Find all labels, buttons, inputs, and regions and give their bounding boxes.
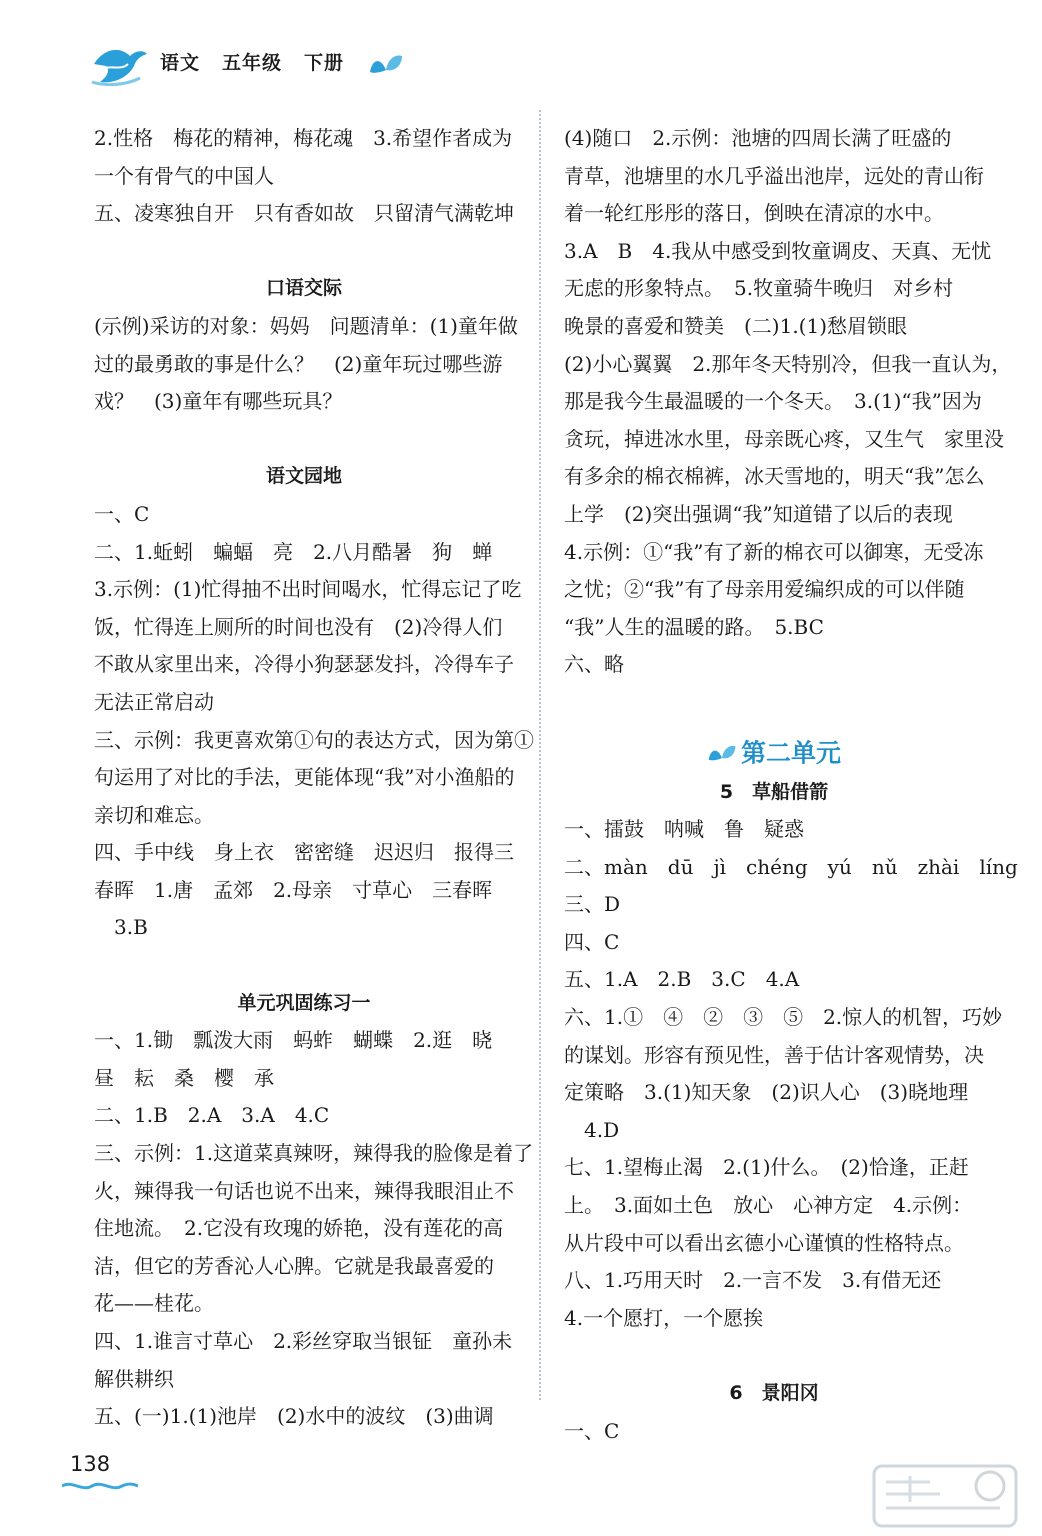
answer-line: 4.示例：①“我”有了新的棉衣可以御寒，无受冻 <box>564 539 984 564</box>
answer-line: 3.B <box>94 915 148 940</box>
answer-line: 住地流。 2.它没有玫瑰的娇艳，没有莲花的高 <box>94 1216 504 1241</box>
column-divider <box>539 110 541 1400</box>
answer-line: 八、1.巧用天时 2.一言不发 3.有借无还 <box>564 1268 942 1293</box>
answer-line: “我”人生的温暖的路。 5.BC <box>564 614 824 639</box>
watermark-icon <box>870 1462 1020 1530</box>
lesson-heading-5: 5 草船借箭 <box>719 780 829 803</box>
answer-line: 贪玩，掉进冰水里，母亲既心疼，又生气 家里没 <box>564 426 1004 451</box>
answer-line: (示例)采访的对象：妈妈 问题清单：(1)童年做 <box>94 313 518 338</box>
header-volume: 下册 <box>304 52 345 74</box>
unit-title: 第二单元 <box>740 738 841 767</box>
answer-line: 解供耕织 <box>94 1366 174 1391</box>
answer-line: 无法正常启动 <box>94 689 214 714</box>
answer-line: 句运用了对比的手法，更能体现“我”对小渔船的 <box>94 765 515 790</box>
answer-line: 春晖 1.唐 孟郊 2.母亲 寸草心 三春晖 <box>94 877 493 902</box>
answer-line: 不敢从家里出来，冷得小狗瑟瑟发抖，冷得车子 <box>94 652 514 677</box>
answer-line: 的谋划。形容有预见性，善于估计客观情势，决 <box>564 1042 984 1067</box>
answer-line: 三、示例：我更喜欢第①句的表达方式，因为第① <box>94 727 534 752</box>
section-heading-oral: 口语交际 <box>265 277 342 300</box>
answer-line: 洁，但它的芳香沁人心脾。它就是我最喜爱的 <box>94 1253 494 1278</box>
answer-line: 4.D <box>564 1117 620 1142</box>
answer-line: 一、1.锄 瓢泼大雨 蚂蚱 蝴蝶 2.逛 晓 <box>94 1028 493 1053</box>
answer-line: 3.A B 4.我从中感受到牧童调皮、天真、无忧 <box>564 238 992 263</box>
answer-line: 六、1.① ④ ② ③ ⑤ 2.惊人的机智，巧妙 <box>564 1005 1003 1030</box>
answer-line: 上。 3.面如土色 放心 心神方定 4.示例： <box>564 1193 973 1218</box>
page-number-text: 138 <box>70 1452 111 1476</box>
answer-line: 一、擂鼓 呐喊 鲁 疑惑 <box>564 817 804 842</box>
answer-line: 从片段中可以看出玄德小心谨慎的性格特点。 <box>564 1230 964 1255</box>
answer-line: 青草，池塘里的水几乎溢出池岸，远处的青山衔 <box>564 163 984 188</box>
answer-line: 上学 (2)突出强调“我”知道错了以后的表现 <box>564 501 953 526</box>
unit-heading <box>564 730 984 774</box>
answer-line: 一、C <box>94 501 150 526</box>
answer-line: 五、1.A 2.B 3.C 4.A <box>564 967 800 992</box>
answer-line: 三、示例：1.这道菜真辣呀，辣得我的脸像是着了 <box>94 1141 534 1166</box>
answer-line: 一、C <box>564 1418 620 1443</box>
answer-line: 定策略 3.(1)知天象 (2)识人心 (3)晓地理 <box>564 1080 969 1105</box>
header-grade: 五年级 <box>222 52 283 74</box>
answer-line: 2.性格 梅花的精神，梅花魂 3.希望作者成为 <box>94 126 513 150</box>
answer-line: 无虑的形象特点。 5.牧童骑牛晚归 对乡村 <box>564 276 954 301</box>
answer-line: 晚景的喜爱和赞美 (二)1.(1)愁眉锁眼 <box>564 313 908 338</box>
answer-line: 有多余的棉衣棉裤，冰天雪地的，明天“我”怎么 <box>564 464 985 489</box>
answer-line: 二、1.B 2.A 3.A 4.C <box>94 1103 330 1128</box>
answer-line: 昼 耘 桑 樱 承 <box>94 1065 274 1090</box>
section-heading-garden: 语文园地 <box>265 465 342 488</box>
answer-line: 二、màn dū jì chéng yú nǔ zhài líng <box>564 854 1018 879</box>
left-column <box>94 120 534 1436</box>
answer-line: 之忧；②“我”有了母亲用爱编织成的可以伴随 <box>564 577 965 602</box>
answer-line: 亲切和难忘。 <box>94 802 214 827</box>
answer-line: (2)小心翼翼 2.那年冬天特别冷，但我一直认为， <box>564 351 1012 376</box>
answer-line: 4.一个愿打，一个愿挨 <box>564 1305 764 1330</box>
section-heading-review: 单元巩固练习一 <box>237 991 371 1014</box>
answer-line: 着一轮红彤彤的落日，倒映在清凉的水中。 <box>564 201 944 226</box>
answer-line: (4)随口 2.示例：池塘的四周长满了旺盛的 <box>564 126 952 150</box>
answer-line: 火，辣得我一句话也说不出来，辣得我眼泪止不 <box>94 1178 514 1203</box>
answer-line: 一个有骨气的中国人 <box>94 163 274 188</box>
answer-line: 二、1.蚯蚓 蝙蝠 亮 2.八月酷暑 狗 蝉 <box>94 539 493 564</box>
header-subject: 语文 <box>160 52 201 74</box>
lesson-heading-6: 6 景阳冈 <box>729 1382 819 1404</box>
answer-line: 过的最勇敢的事是什么？ (2)童年玩过哪些游 <box>94 351 503 376</box>
answer-line: 戏？ (3)童年有哪些玩具？ <box>94 389 343 414</box>
leaf-icon <box>707 743 737 763</box>
page-header <box>90 38 510 98</box>
answer-line: 六、略 <box>564 652 624 677</box>
answer-line: 3.示例：(1)忙得抽不出时间喝水，忙得忘记了吃 <box>94 577 522 602</box>
answer-line: 七、1.望梅止渴 2.(1)什么。 (2)恰逢，正赶 <box>564 1155 969 1180</box>
header-title <box>160 48 366 75</box>
page-number <box>62 1444 138 1494</box>
bird-logo-icon <box>90 42 148 88</box>
answer-line: 饭，忙得连上厕所的时间也没有 (2)冷得人们 <box>94 614 503 639</box>
answer-line: 四、C <box>564 929 620 954</box>
answer-line: 五、(一)1.(1)池岸 (2)水中的波纹 (3)曲调 <box>94 1404 494 1429</box>
leaf-icon <box>368 52 404 76</box>
answer-line: 四、1.谁言寸草心 2.彩丝穿取当银钲 童孙未 <box>94 1329 513 1353</box>
right-column <box>564 120 1018 1450</box>
page-wave-icon <box>62 1478 138 1492</box>
answer-line: 三、D <box>564 892 621 917</box>
answer-line: 花——桂花。 <box>94 1291 214 1316</box>
answer-line: 那是我今生最温暖的一个冬天。 3.(1)“我”因为 <box>564 389 982 414</box>
answer-line: 四、手中线 身上衣 密密缝 迟迟归 报得三 <box>94 840 514 865</box>
answer-line: 五、凌寒独自开 只有香如故 只留清气满乾坤 <box>94 201 514 226</box>
